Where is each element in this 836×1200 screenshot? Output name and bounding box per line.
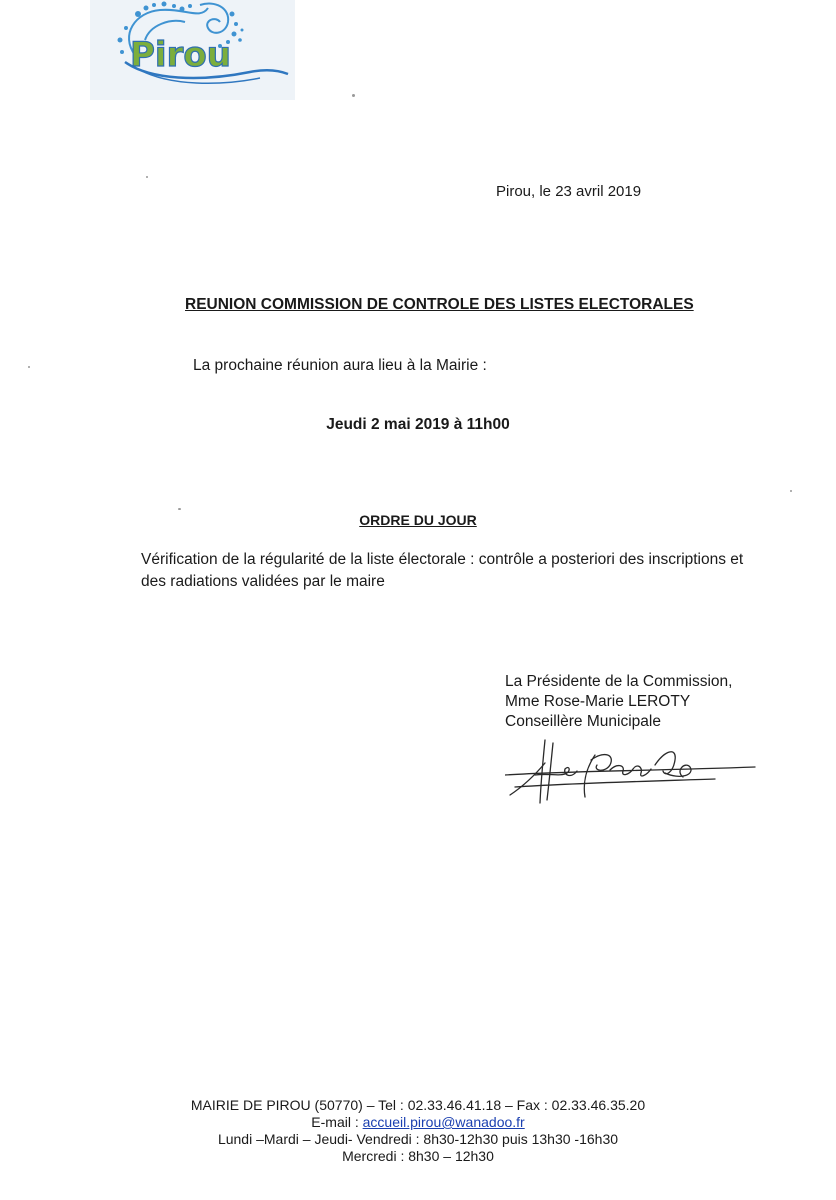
signatory-role: La Présidente de la Commission, <box>505 673 733 690</box>
agenda-text: Vérification de la régularité de la liste électorale : contrôle a posteriori des inscriptions et des radiations validées par le maire <box>141 551 744 590</box>
agenda-heading: ORDRE DU JOUR <box>359 512 477 528</box>
meeting-intro: La prochaine réunion aura lieu à la Mairie : <box>193 357 487 374</box>
footer-contact <box>0 1097 836 1165</box>
document-title: REUNION COMMISSION DE CONTROLE DES LISTES ELECTORALES <box>185 296 694 313</box>
signatory-title: Conseillère Municipale <box>505 713 661 730</box>
signatory-block <box>505 672 732 732</box>
email-link[interactable]: accueil.pirou@wanadoo.fr <box>362 1114 525 1130</box>
handwritten-signature <box>505 735 760 810</box>
meeting-datetime: Jeudi 2 mai 2019 à 11h00 <box>326 416 510 433</box>
place-date: Pirou, le 23 avril 2019 <box>496 183 642 200</box>
scan-speck <box>28 366 30 368</box>
scan-speck <box>178 508 181 510</box>
scan-speck <box>790 490 792 492</box>
email-label: E-mail : <box>311 1114 363 1130</box>
footer-address-line: MAIRIE DE PIROU (50770) – Tel : 02.33.46.41.18 – Fax : 02.33.46.35.20 <box>190 1097 646 1113</box>
scan-speck <box>352 94 355 97</box>
pirou-logo <box>90 0 295 100</box>
logo-graphic <box>90 0 295 100</box>
signatory-name: Mme Rose-Marie LEROTY <box>505 693 691 710</box>
footer-wednesday-line: Mercredi : 8h30 – 12h30 <box>342 1148 494 1164</box>
logo-text: Pirou <box>130 35 231 75</box>
scan-speck <box>146 176 148 178</box>
footer-email-line <box>0 1114 836 1131</box>
footer-hours-line: Lundi –Mardi – Jeudi- Vendredi : 8h30-12h30 puis 13h30 -16h30 <box>217 1131 619 1147</box>
